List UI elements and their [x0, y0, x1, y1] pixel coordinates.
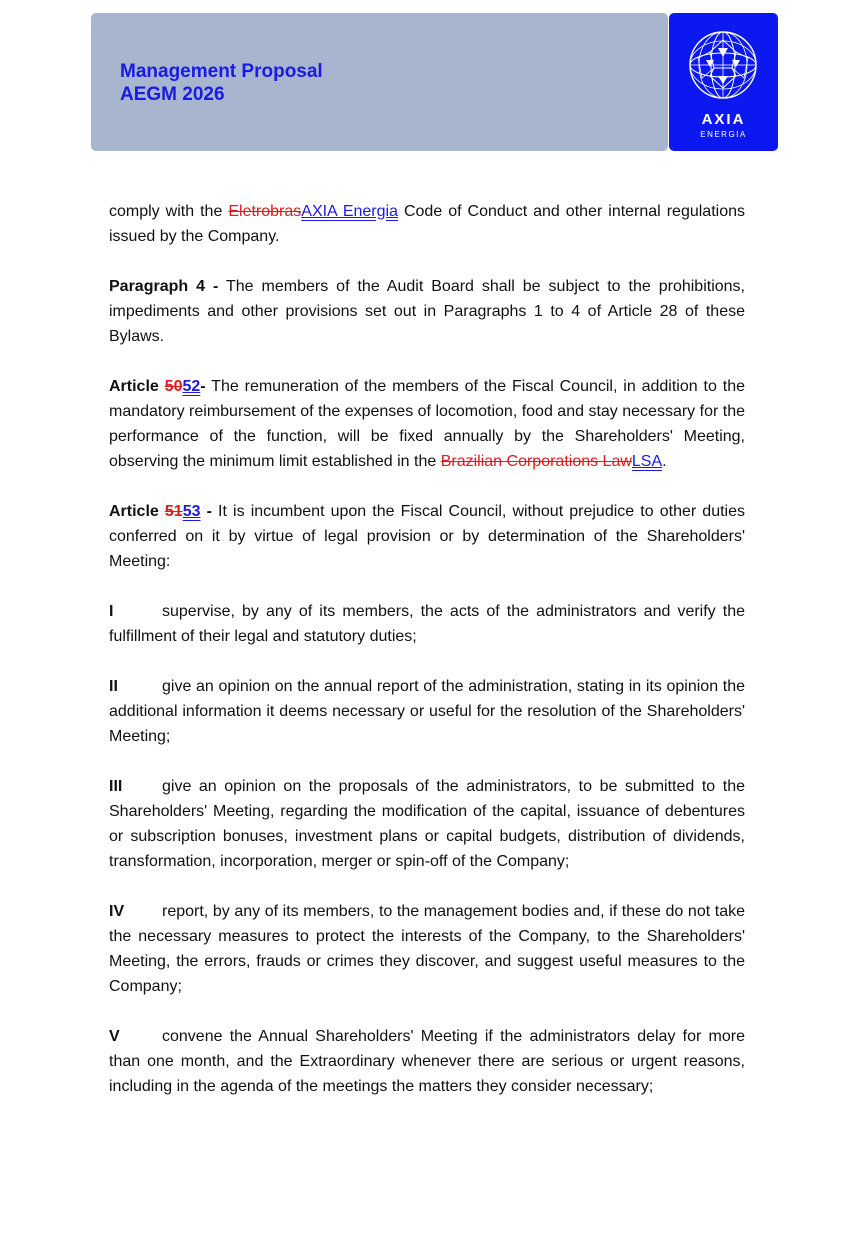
- article-52: [109, 374, 745, 474]
- list-item-iv: [109, 899, 745, 999]
- article-dash: -: [200, 503, 212, 520]
- item-text: supervise, by any of its members, the acts of the administrators and verify the fulfillment of their legal and statutory duties;: [109, 603, 745, 645]
- article-label: Article: [109, 378, 165, 395]
- list-item-ii: [109, 674, 745, 749]
- document-title: [120, 60, 323, 106]
- logo-wordmark: AXIA: [701, 111, 746, 128]
- item-number: II: [109, 678, 118, 695]
- text-segment: .: [662, 453, 667, 470]
- deleted-article-number: 50: [164, 378, 183, 395]
- deleted-text: Eletrobras: [228, 203, 302, 220]
- inserted-article-number: 53: [182, 503, 201, 520]
- list-item-i: [109, 599, 745, 649]
- item-text: give an opinion on the annual report of the administration, stating in its opinion the additional information it deems necessary or useful for the resolution of the Shareholders' Meeting;: [109, 678, 745, 745]
- item-text: convene the Annual Shareholders' Meeting if the administrators delay for more than one month, and the Extraordinary whenever there are serious or urgent reasons, including in the agenda of the meetings the matters they consider necessary;: [109, 1028, 745, 1095]
- item-text: report, by any of its members, to the management bodies and, if these do not take the necessary measures to protect the interests of the Company, to the Shareholders' Meeting, the errors, frauds or crimes they discover, and suggest useful measures to the Company;: [109, 903, 745, 995]
- article-label: Article: [109, 503, 165, 520]
- document-title-line1: Management Proposal: [120, 61, 323, 82]
- list-item-v: [109, 1024, 745, 1099]
- paragraph-4: [109, 274, 745, 349]
- paragraph-label: Paragraph 4 -: [109, 278, 219, 295]
- header-banner: [91, 13, 668, 151]
- item-text: give an opinion on the proposals of the administrators, to be submitted to the Shareholders' Meeting, regarding the modification of the capital, issuance of debentures or subscription bonuses, investment plans or capital budgets, distribution of dividends, transformation, incorporation, merger or spin-off of the Company;: [109, 778, 745, 870]
- item-number: III: [109, 778, 123, 795]
- article-53: [109, 499, 745, 574]
- text-segment: The remuneration of the members of the Fiscal Council, in addition to the mandatory reimbursement of the expenses of locomotion, food and stay necessary for the performance of the function, will be fixed annually by the Shareholders' Meeting, observing the minimum limit established in the: [109, 378, 745, 470]
- text-segment: comply with the: [109, 203, 229, 220]
- article-dash: -: [200, 378, 206, 395]
- logo-subtitle: ENERGIA: [700, 130, 747, 139]
- list-item-iii: [109, 774, 745, 874]
- inserted-article-number: 52: [182, 378, 201, 395]
- paragraph-code-of-conduct: [109, 199, 745, 249]
- deleted-text: Brazilian Corporations Law: [440, 453, 632, 470]
- document-title-line2: AEGM 2026: [120, 84, 225, 105]
- document-body: [109, 199, 745, 1124]
- axia-logo: [669, 13, 778, 151]
- deleted-article-number: 51: [164, 503, 183, 520]
- globe-logo-icon: [688, 30, 758, 100]
- text-segment: The members of the Audit Board shall be subject to the prohibitions, impediments and other provisions set out in Paragraphs 1 to 4 of Article 28 of these Bylaws.: [109, 278, 745, 345]
- text-segment: Code of Conduct and other internal regulations issued by the Company.: [109, 203, 746, 245]
- text-segment: It is incumbent upon the Fiscal Council, without prejudice to other duties conferred on it by virtue of legal provision or by determination of the Shareholders' Meeting:: [109, 503, 745, 570]
- item-number: IV: [109, 903, 125, 920]
- item-number: I: [109, 603, 114, 620]
- inserted-text: LSA: [631, 453, 663, 470]
- item-number: V: [109, 1028, 120, 1045]
- inserted-text: AXIA Energia: [301, 203, 398, 220]
